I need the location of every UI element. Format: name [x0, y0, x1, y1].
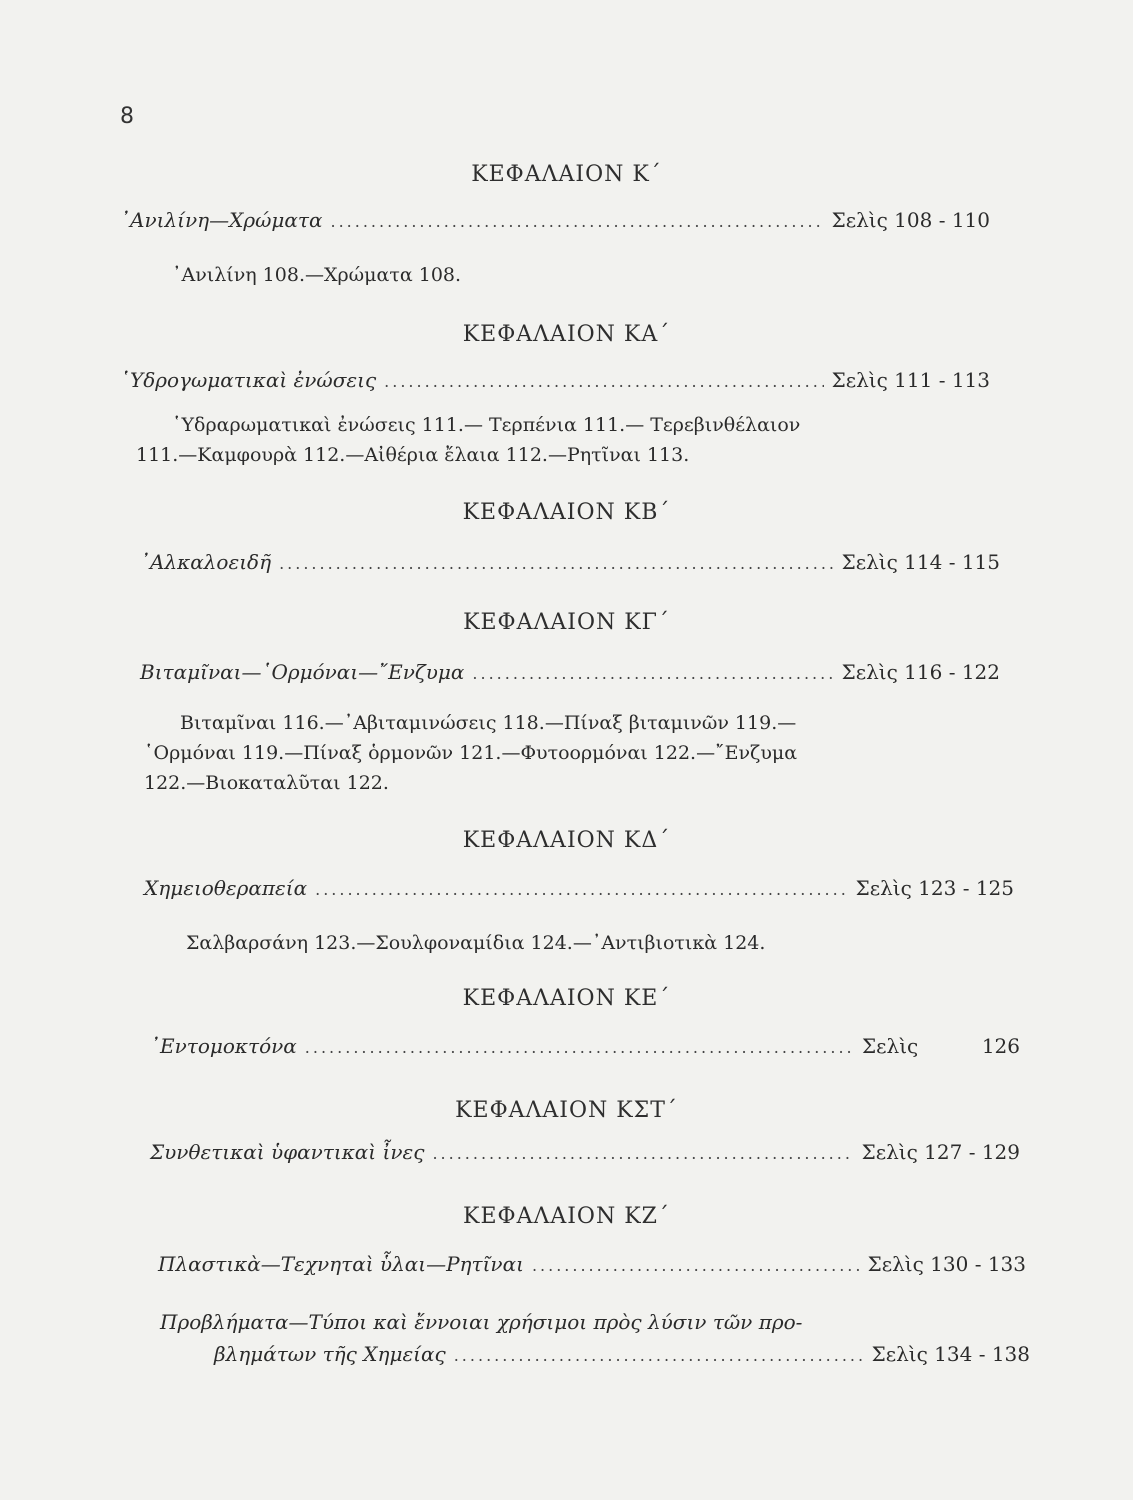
detail-line: ᾿Ανιλίνη 108.—Χρώματα 108. — [172, 264, 462, 286]
entry-title: ᾿Αλκαλοειδῆ — [140, 550, 272, 574]
detail-line: Βιταμῖναι 116.—᾿Αβιταμινώσεις 118.—Πίναξ βιταμινῶν 119.— — [180, 712, 797, 734]
dot-leader — [454, 1346, 864, 1365]
chapter-heading: ΚΕΦΑΛΑΙΟΝ ΚΒ΄ — [462, 500, 671, 525]
entry-title: Βιταμῖναι—῾Ορμόναι—῎Ενζυμα — [140, 660, 465, 684]
entry-title: ῾Υδρογωματικαὶ ἐνώσεις — [120, 368, 377, 392]
entry-pages: Σελὶς 130 - 133 — [867, 1252, 1026, 1276]
toc-entry — [120, 208, 990, 232]
entry-pages: Σελὶς 134 - 138 — [871, 1342, 1030, 1366]
entry-pages: Σελὶς 127 - 129 — [861, 1140, 1020, 1164]
entry-title: Προβλήματα—Τύποι καὶ ἔννοιαι χρήσιμοι πρὸς λύσιν τῶν προ- — [160, 1310, 803, 1334]
entry-pages: Σελὶς 108 - 110 — [831, 208, 990, 232]
chapter-heading: ΚΕΦΑΛΑΙΟΝ ΚΕ΄ — [462, 986, 671, 1011]
chapter-heading: ΚΕΦΑΛΑΙΟΝ ΚΖ΄ — [463, 1204, 670, 1229]
toc-entry-problems — [160, 1310, 1030, 1366]
toc-entry — [140, 660, 1000, 684]
chapter-heading: ΚΕΦΑΛΑΙΟΝ ΚΔ΄ — [462, 828, 671, 853]
entry-title: ᾿Εντομοκτόνα — [150, 1034, 297, 1058]
entry-pages: Σελὶς 111 - 113 — [831, 368, 990, 392]
page-number: 8 — [120, 104, 134, 129]
detail-line: Σαλβαρσάνη 123.—Σουλφοναμίδια 124.—᾿Αντιβιοτικὰ 124. — [186, 932, 766, 954]
dot-leader — [532, 1256, 860, 1275]
detail-line: ῾Ορμόναι 119.—Πίναξ ὁρμονῶν 121.—Φυτοορμόναι 122.—῎Ενζυμα — [144, 742, 798, 764]
detail-line: 111.—Καμφουρὰ 112.—Αἰθέρια ἔλαια 112.—Ρητῖναι 113. — [136, 444, 690, 466]
entry-title: ᾿Ανιλίνη—Χρώματα — [120, 208, 323, 232]
entry-title: Συνθετικαὶ ὑφαντικαὶ ἶνες — [150, 1140, 425, 1164]
entry-pages: Σελὶς 116 - 122 — [841, 660, 1000, 684]
dot-leader — [330, 212, 823, 231]
dot-leader — [472, 664, 833, 683]
dot-leader — [432, 1144, 853, 1163]
toc-entry — [150, 1140, 1020, 1164]
dot-leader — [279, 554, 834, 573]
entry-title-line2: βλημάτων τῆς Χημείας — [214, 1342, 446, 1366]
toc-entry — [158, 1252, 1026, 1276]
dot-leader — [315, 880, 847, 899]
toc-entry — [150, 1034, 1020, 1058]
detail-line: ῾Υδραρωματικαὶ ἐνώσεις 111.— Τερπένια 111.— Τερεβινθέλαιον — [172, 414, 801, 436]
dot-leader — [305, 1038, 854, 1057]
toc-entry — [144, 876, 1014, 900]
dot-leader — [384, 372, 823, 391]
toc-entry — [120, 368, 990, 392]
chapter-heading: ΚΕΦΑΛΑΙΟΝ Κ΄ — [471, 162, 662, 187]
entry-detail — [144, 708, 797, 798]
entry-detail — [172, 260, 461, 290]
entry-pages: Σελὶς 123 - 125 — [855, 876, 1014, 900]
toc-entry — [140, 550, 1000, 574]
entry-pages: Σελὶς 126 — [862, 1034, 1020, 1058]
chapter-heading: ΚΕΦΑΛΑΙΟΝ ΚΑ΄ — [462, 322, 671, 347]
entry-detail — [186, 928, 765, 958]
chapter-heading: ΚΕΦΑΛΑΙΟΝ ΚΓ΄ — [463, 610, 670, 635]
entry-title: Χημειοθεραπεία — [144, 876, 308, 900]
entry-title: Πλαστικὰ—Τεχνηταὶ ὗλαι—Ρητῖναι — [158, 1252, 524, 1276]
entry-detail — [136, 410, 800, 470]
chapter-heading: ΚΕΦΑΛΑΙΟΝ ΚΣΤ΄ — [455, 1098, 678, 1123]
entry-pages: Σελὶς 114 - 115 — [841, 550, 1000, 574]
detail-line: 122.—Βιοκαταλῦται 122. — [144, 772, 389, 794]
entry-title-continued — [160, 1342, 1030, 1366]
